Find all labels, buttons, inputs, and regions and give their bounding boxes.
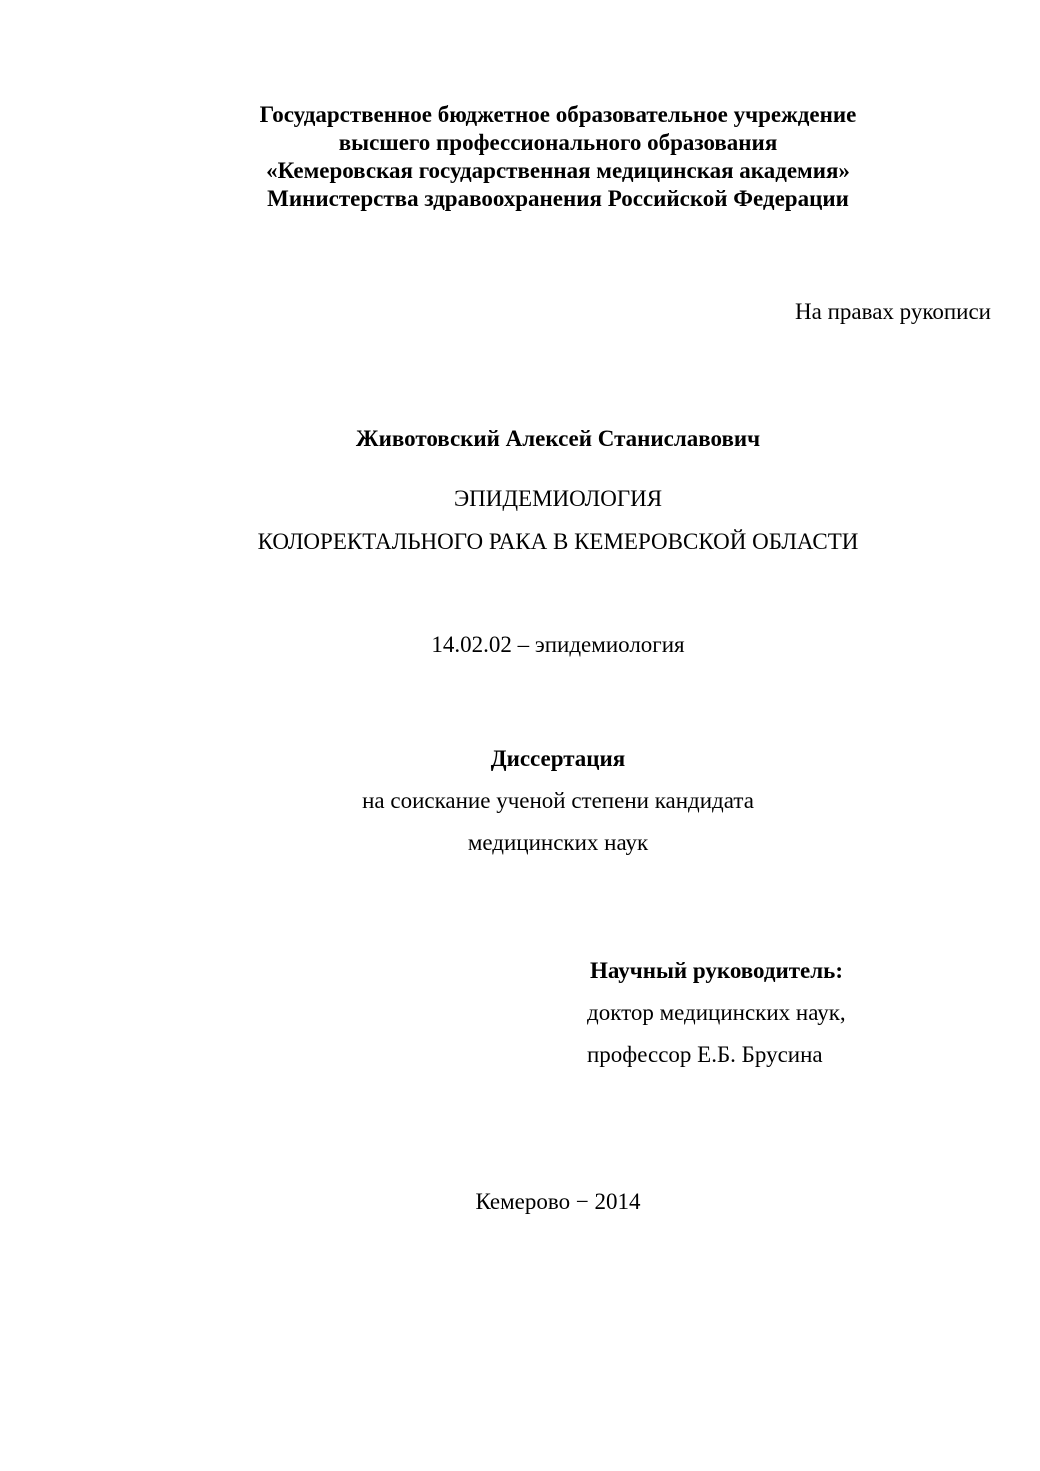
specialty-code: 14.02.02 – эпидемиология	[431, 632, 685, 657]
title-line-2: КОЛОРЕКТАЛЬНОГО РАКА В КЕМЕРОВСКОЙ ОБЛАСТИ	[257, 529, 859, 554]
institution-line-4: Министерства здравоохранения Российской Федерации	[267, 186, 849, 211]
institution-line-2: высшего профессионального образования	[338, 130, 778, 155]
institution-line-1: Государственное бюджетное образовательное учреждение	[259, 102, 857, 127]
supervisor-name: профессор Е.Б. Брусина	[587, 1042, 823, 1067]
supervisor-degree: доктор медицинских наук,	[587, 1000, 846, 1025]
institution-line-3: «Кемеровская государственная медицинская академия»	[266, 158, 850, 183]
author-name: Животовский Алексей Станиславович	[355, 426, 761, 451]
degree-line-2: медицинских наук	[467, 830, 649, 855]
title-line-1: ЭПИДЕМИОЛОГИЯ	[453, 486, 663, 511]
supervisor-heading: Научный руководитель:	[590, 958, 843, 983]
degree-line-1: на соискание ученой степени кандидата	[362, 788, 754, 813]
manuscript-note: На правах рукописи	[795, 299, 991, 324]
work-type: Диссертация	[490, 746, 626, 771]
place-year: Кемерово − 2014	[475, 1189, 641, 1214]
